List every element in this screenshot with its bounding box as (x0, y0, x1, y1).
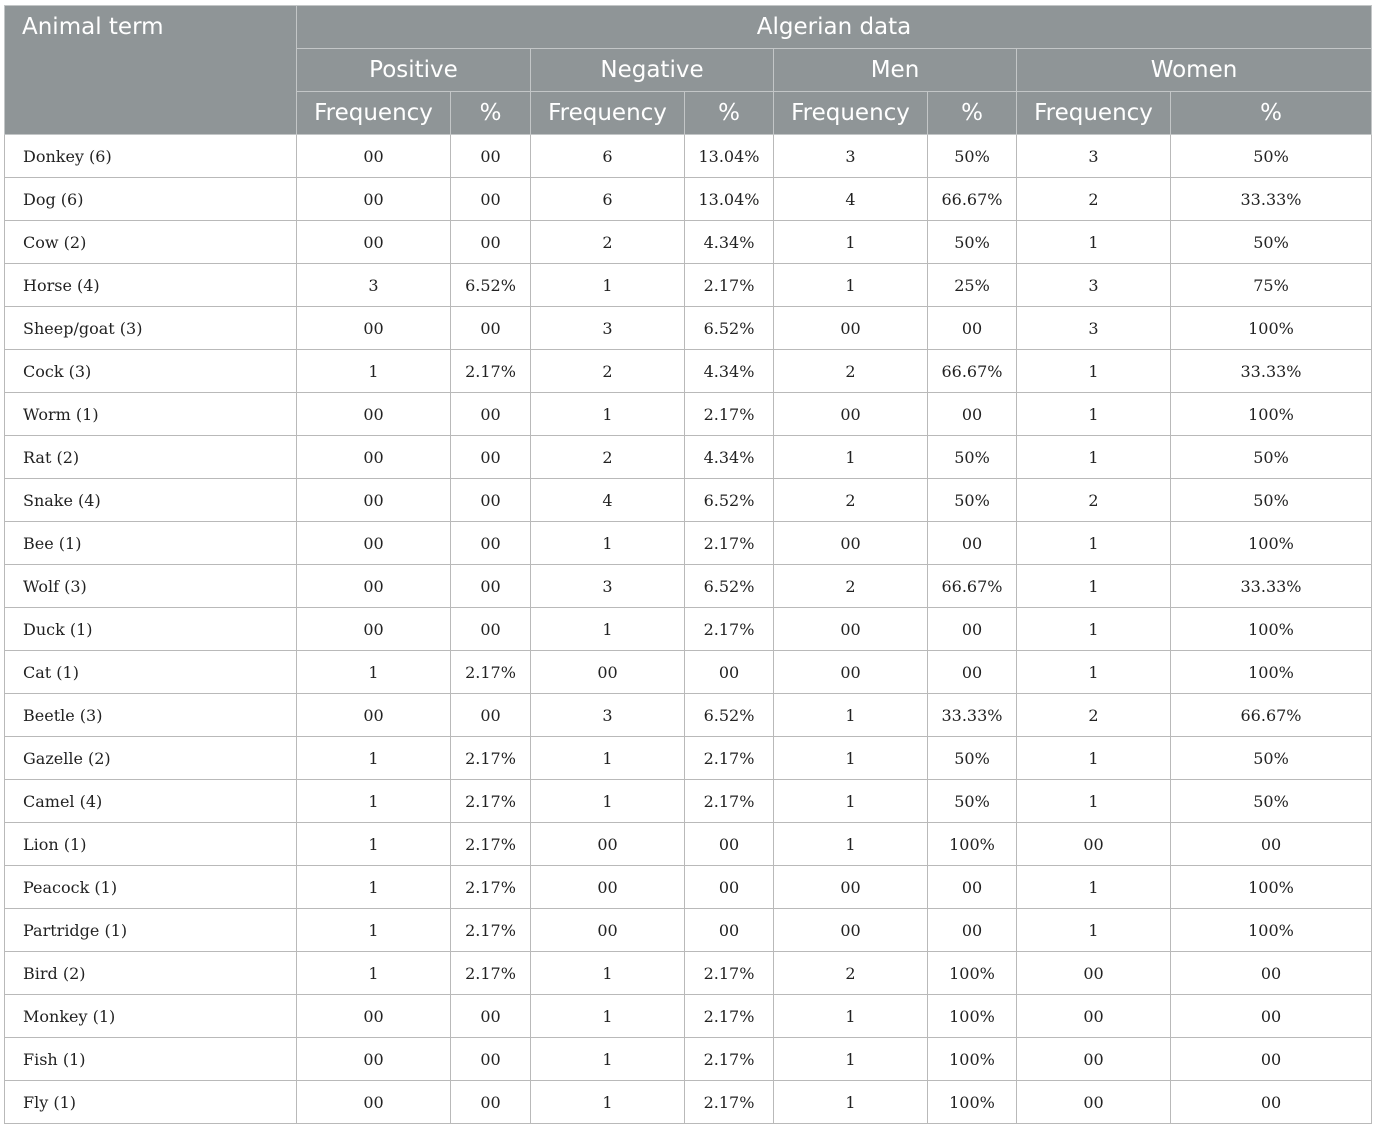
women-percent-cell: 50% (1171, 479, 1372, 522)
table-row (5, 1081, 1372, 1124)
men-percent-cell: 50% (928, 479, 1017, 522)
women-frequency-cell: 1 (1017, 608, 1171, 651)
men-frequency-cell: 00 (774, 909, 928, 952)
negative-frequency-cell: 1 (531, 737, 685, 780)
women-percent-cell: 00 (1171, 1081, 1372, 1124)
negative-percent-header: % (685, 92, 774, 135)
women-frequency-cell: 1 (1017, 436, 1171, 479)
negative-percent-cell: 2.17% (685, 995, 774, 1038)
men-percent-cell: 100% (928, 995, 1017, 1038)
negative-frequency-cell: 2 (531, 436, 685, 479)
negative-frequency-cell: 1 (531, 995, 685, 1038)
negative-frequency-cell: 1 (531, 1081, 685, 1124)
women-frequency-cell: 2 (1017, 479, 1171, 522)
women-frequency-cell: 2 (1017, 694, 1171, 737)
animal-term-cell: Duck (1) (5, 608, 297, 651)
negative-frequency-cell: 2 (531, 221, 685, 264)
animal-term-cell: Rat (2) (5, 436, 297, 479)
negative-percent-cell: 6.52% (685, 694, 774, 737)
negative-percent-cell: 4.34% (685, 350, 774, 393)
men-frequency-cell: 2 (774, 952, 928, 995)
positive-percent-cell: 00 (451, 995, 531, 1038)
women-frequency-cell: 1 (1017, 221, 1171, 264)
table-row (5, 608, 1372, 651)
positive-frequency-cell: 1 (297, 823, 451, 866)
animal-term-cell: Donkey (6) (5, 135, 297, 178)
women-percent-cell: 75% (1171, 264, 1372, 307)
animal-term-cell: Dog (6) (5, 178, 297, 221)
table-row (5, 479, 1372, 522)
negative-frequency-cell: 00 (531, 651, 685, 694)
negative-percent-cell: 4.34% (685, 221, 774, 264)
negative-frequency-cell: 1 (531, 952, 685, 995)
negative-percent-cell: 2.17% (685, 1081, 774, 1124)
men-percent-cell: 50% (928, 135, 1017, 178)
animal-term-cell: Monkey (1) (5, 995, 297, 1038)
table-row (5, 264, 1372, 307)
negative-percent-cell: 00 (685, 909, 774, 952)
negative-frequency-cell: 1 (531, 522, 685, 565)
men-percent-cell: 50% (928, 221, 1017, 264)
positive-percent-cell: 00 (451, 307, 531, 350)
animal-term-cell: Sheep/goat (3) (5, 307, 297, 350)
women-frequency-cell: 00 (1017, 952, 1171, 995)
positive-percent-cell: 2.17% (451, 823, 531, 866)
positive-percent-cell: 00 (451, 565, 531, 608)
positive-frequency-cell: 1 (297, 866, 451, 909)
men-percent-cell: 00 (928, 522, 1017, 565)
positive-frequency-cell: 00 (297, 221, 451, 264)
men-frequency-cell: 1 (774, 221, 928, 264)
women-percent-cell: 100% (1171, 608, 1372, 651)
positive-percent-cell: 00 (451, 479, 531, 522)
positive-frequency-cell: 00 (297, 694, 451, 737)
women-frequency-cell: 1 (1017, 565, 1171, 608)
women-frequency-cell: 1 (1017, 909, 1171, 952)
women-frequency-cell: 3 (1017, 264, 1171, 307)
men-frequency-cell: 00 (774, 307, 928, 350)
women-frequency-cell: 3 (1017, 307, 1171, 350)
women-frequency-cell: 1 (1017, 393, 1171, 436)
women-frequency-cell: 3 (1017, 135, 1171, 178)
men-frequency-cell: 1 (774, 1081, 928, 1124)
positive-frequency-cell: 00 (297, 393, 451, 436)
positive-percent-cell: 00 (451, 135, 531, 178)
women-percent-cell: 33.33% (1171, 565, 1372, 608)
negative-header: Negative (531, 49, 774, 92)
negative-frequency-cell: 1 (531, 264, 685, 307)
table-row (5, 178, 1372, 221)
animal-term-cell: Bee (1) (5, 522, 297, 565)
negative-frequency-cell: 3 (531, 694, 685, 737)
animal-term-cell: Fly (1) (5, 1081, 297, 1124)
negative-percent-cell: 2.17% (685, 393, 774, 436)
negative-percent-cell: 2.17% (685, 952, 774, 995)
women-percent-cell: 100% (1171, 866, 1372, 909)
negative-percent-cell: 13.04% (685, 178, 774, 221)
positive-frequency-cell: 1 (297, 952, 451, 995)
women-header: Women (1017, 49, 1372, 92)
men-percent-cell: 50% (928, 780, 1017, 823)
men-percent-cell: 100% (928, 1081, 1017, 1124)
men-percent-cell: 50% (928, 436, 1017, 479)
men-percent-cell: 100% (928, 823, 1017, 866)
positive-percent-cell: 2.17% (451, 350, 531, 393)
negative-frequency-cell: 6 (531, 178, 685, 221)
men-frequency-cell: 1 (774, 1038, 928, 1081)
women-frequency-cell: 00 (1017, 1081, 1171, 1124)
negative-frequency-cell: 00 (531, 909, 685, 952)
negative-percent-cell: 00 (685, 823, 774, 866)
table-row (5, 737, 1372, 780)
positive-percent-cell: 00 (451, 221, 531, 264)
women-percent-cell: 100% (1171, 522, 1372, 565)
animal-term-cell: Bird (2) (5, 952, 297, 995)
negative-frequency-cell: 1 (531, 780, 685, 823)
men-percent-cell: 100% (928, 1038, 1017, 1081)
men-percent-cell: 66.67% (928, 350, 1017, 393)
positive-percent-header: % (451, 92, 531, 135)
men-frequency-cell: 2 (774, 565, 928, 608)
men-frequency-cell: 00 (774, 608, 928, 651)
table-row (5, 565, 1372, 608)
table-row (5, 307, 1372, 350)
women-percent-cell: 00 (1171, 823, 1372, 866)
negative-frequency-cell: 1 (531, 393, 685, 436)
table-row (5, 1038, 1372, 1081)
men-percent-cell: 00 (928, 393, 1017, 436)
positive-percent-cell: 2.17% (451, 909, 531, 952)
header-row-group (5, 6, 1372, 49)
positive-frequency-cell: 1 (297, 780, 451, 823)
positive-frequency-header: Frequency (297, 92, 451, 135)
women-percent-cell: 33.33% (1171, 178, 1372, 221)
men-percent-cell: 33.33% (928, 694, 1017, 737)
women-frequency-cell: 00 (1017, 995, 1171, 1038)
women-percent-cell: 100% (1171, 909, 1372, 952)
negative-percent-cell: 6.52% (685, 565, 774, 608)
men-frequency-cell: 4 (774, 178, 928, 221)
positive-percent-cell: 00 (451, 694, 531, 737)
men-frequency-cell: 2 (774, 479, 928, 522)
table-row (5, 995, 1372, 1038)
positive-percent-cell: 2.17% (451, 651, 531, 694)
positive-frequency-cell: 1 (297, 737, 451, 780)
women-percent-cell: 50% (1171, 135, 1372, 178)
positive-percent-cell: 00 (451, 608, 531, 651)
table-header (5, 6, 1372, 135)
men-frequency-cell: 1 (774, 780, 928, 823)
men-frequency-cell: 1 (774, 823, 928, 866)
positive-frequency-cell: 00 (297, 307, 451, 350)
men-percent-cell: 00 (928, 909, 1017, 952)
table-row (5, 909, 1372, 952)
women-frequency-cell: 1 (1017, 780, 1171, 823)
positive-percent-cell: 00 (451, 1081, 531, 1124)
animal-term-cell: Horse (4) (5, 264, 297, 307)
men-percent-cell: 00 (928, 866, 1017, 909)
negative-frequency-cell: 3 (531, 565, 685, 608)
negative-frequency-cell: 2 (531, 350, 685, 393)
positive-frequency-cell: 1 (297, 909, 451, 952)
negative-frequency-cell: 1 (531, 608, 685, 651)
negative-percent-cell: 2.17% (685, 737, 774, 780)
negative-frequency-cell: 00 (531, 823, 685, 866)
negative-frequency-cell: 4 (531, 479, 685, 522)
positive-frequency-cell: 00 (297, 135, 451, 178)
animal-terms-table (4, 5, 1372, 1124)
positive-percent-cell: 00 (451, 393, 531, 436)
negative-percent-cell: 4.34% (685, 436, 774, 479)
men-frequency-cell: 2 (774, 350, 928, 393)
animal-term-cell: Cow (2) (5, 221, 297, 264)
women-frequency-header: Frequency (1017, 92, 1171, 135)
table-body (5, 135, 1372, 1124)
men-percent-cell: 50% (928, 737, 1017, 780)
algerian-data-header: Algerian data (297, 6, 1372, 49)
negative-percent-cell: 2.17% (685, 780, 774, 823)
positive-header: Positive (297, 49, 531, 92)
women-percent-cell: 33.33% (1171, 350, 1372, 393)
table-row (5, 866, 1372, 909)
men-frequency-header: Frequency (774, 92, 928, 135)
positive-percent-cell: 00 (451, 522, 531, 565)
women-percent-cell: 50% (1171, 436, 1372, 479)
men-percent-cell: 00 (928, 608, 1017, 651)
table-row (5, 823, 1372, 866)
positive-percent-cell: 00 (451, 436, 531, 479)
women-percent-cell: 66.67% (1171, 694, 1372, 737)
negative-percent-cell: 6.52% (685, 307, 774, 350)
negative-percent-cell: 6.52% (685, 479, 774, 522)
men-percent-cell: 100% (928, 952, 1017, 995)
positive-frequency-cell: 1 (297, 350, 451, 393)
men-frequency-cell: 1 (774, 264, 928, 307)
women-frequency-cell: 2 (1017, 178, 1171, 221)
women-frequency-cell: 1 (1017, 866, 1171, 909)
women-frequency-cell: 1 (1017, 737, 1171, 780)
table-row (5, 393, 1372, 436)
women-percent-cell: 100% (1171, 651, 1372, 694)
negative-percent-cell: 2.17% (685, 608, 774, 651)
men-percent-cell: 66.67% (928, 178, 1017, 221)
table-row (5, 350, 1372, 393)
women-frequency-cell: 1 (1017, 651, 1171, 694)
women-percent-cell: 50% (1171, 221, 1372, 264)
table-row (5, 135, 1372, 178)
animal-term-cell: Cock (3) (5, 350, 297, 393)
men-percent-header: % (928, 92, 1017, 135)
table-row (5, 221, 1372, 264)
men-percent-cell: 66.67% (928, 565, 1017, 608)
positive-percent-cell: 2.17% (451, 866, 531, 909)
men-percent-cell: 00 (928, 307, 1017, 350)
negative-frequency-cell: 6 (531, 135, 685, 178)
women-percent-cell: 50% (1171, 780, 1372, 823)
animal-term-cell: Beetle (3) (5, 694, 297, 737)
negative-frequency-cell: 3 (531, 307, 685, 350)
table-row (5, 694, 1372, 737)
positive-frequency-cell: 00 (297, 178, 451, 221)
animal-term-cell: Snake (4) (5, 479, 297, 522)
positive-frequency-cell: 00 (297, 608, 451, 651)
negative-percent-cell: 00 (685, 866, 774, 909)
women-percent-cell: 00 (1171, 1038, 1372, 1081)
negative-percent-cell: 2.17% (685, 522, 774, 565)
women-frequency-cell: 1 (1017, 350, 1171, 393)
women-frequency-cell: 00 (1017, 823, 1171, 866)
positive-frequency-cell: 00 (297, 522, 451, 565)
negative-percent-cell: 2.17% (685, 264, 774, 307)
men-frequency-cell: 00 (774, 393, 928, 436)
women-percent-cell: 00 (1171, 995, 1372, 1038)
positive-frequency-cell: 00 (297, 436, 451, 479)
negative-percent-cell: 00 (685, 651, 774, 694)
positive-percent-cell: 00 (451, 178, 531, 221)
positive-frequency-cell: 1 (297, 651, 451, 694)
positive-percent-cell: 2.17% (451, 737, 531, 780)
animal-term-cell: Peacock (1) (5, 866, 297, 909)
animal-term-cell: Fish (1) (5, 1038, 297, 1081)
animal-term-cell: Wolf (3) (5, 565, 297, 608)
women-percent-cell: 50% (1171, 737, 1372, 780)
table-row (5, 651, 1372, 694)
positive-frequency-cell: 00 (297, 1081, 451, 1124)
positive-frequency-cell: 00 (297, 565, 451, 608)
positive-percent-cell: 6.52% (451, 264, 531, 307)
positive-frequency-cell: 00 (297, 1038, 451, 1081)
men-frequency-cell: 00 (774, 522, 928, 565)
women-percent-cell: 00 (1171, 952, 1372, 995)
negative-frequency-cell: 1 (531, 1038, 685, 1081)
animal-term-cell: Lion (1) (5, 823, 297, 866)
men-percent-cell: 00 (928, 651, 1017, 694)
negative-percent-cell: 13.04% (685, 135, 774, 178)
animal-term-cell: Worm (1) (5, 393, 297, 436)
men-header: Men (774, 49, 1017, 92)
women-frequency-cell: 1 (1017, 522, 1171, 565)
negative-frequency-header: Frequency (531, 92, 685, 135)
positive-frequency-cell: 00 (297, 995, 451, 1038)
men-frequency-cell: 3 (774, 135, 928, 178)
positive-percent-cell: 00 (451, 1038, 531, 1081)
men-frequency-cell: 1 (774, 737, 928, 780)
animal-term-header: Animal term (5, 6, 297, 135)
men-frequency-cell: 1 (774, 436, 928, 479)
men-frequency-cell: 00 (774, 866, 928, 909)
positive-frequency-cell: 00 (297, 479, 451, 522)
women-percent-header: % (1171, 92, 1372, 135)
animal-term-cell: Partridge (1) (5, 909, 297, 952)
men-frequency-cell: 1 (774, 694, 928, 737)
positive-percent-cell: 2.17% (451, 952, 531, 995)
men-percent-cell: 25% (928, 264, 1017, 307)
negative-frequency-cell: 00 (531, 866, 685, 909)
positive-frequency-cell: 3 (297, 264, 451, 307)
positive-percent-cell: 2.17% (451, 780, 531, 823)
women-percent-cell: 100% (1171, 393, 1372, 436)
table-row (5, 522, 1372, 565)
table-row (5, 952, 1372, 995)
men-frequency-cell: 00 (774, 651, 928, 694)
table-container (4, 5, 1371, 1124)
women-percent-cell: 100% (1171, 307, 1372, 350)
men-frequency-cell: 1 (774, 995, 928, 1038)
animal-term-cell: Cat (1) (5, 651, 297, 694)
negative-percent-cell: 2.17% (685, 1038, 774, 1081)
animal-term-cell: Camel (4) (5, 780, 297, 823)
animal-term-cell: Gazelle (2) (5, 737, 297, 780)
table-row (5, 780, 1372, 823)
women-frequency-cell: 00 (1017, 1038, 1171, 1081)
table-row (5, 436, 1372, 479)
